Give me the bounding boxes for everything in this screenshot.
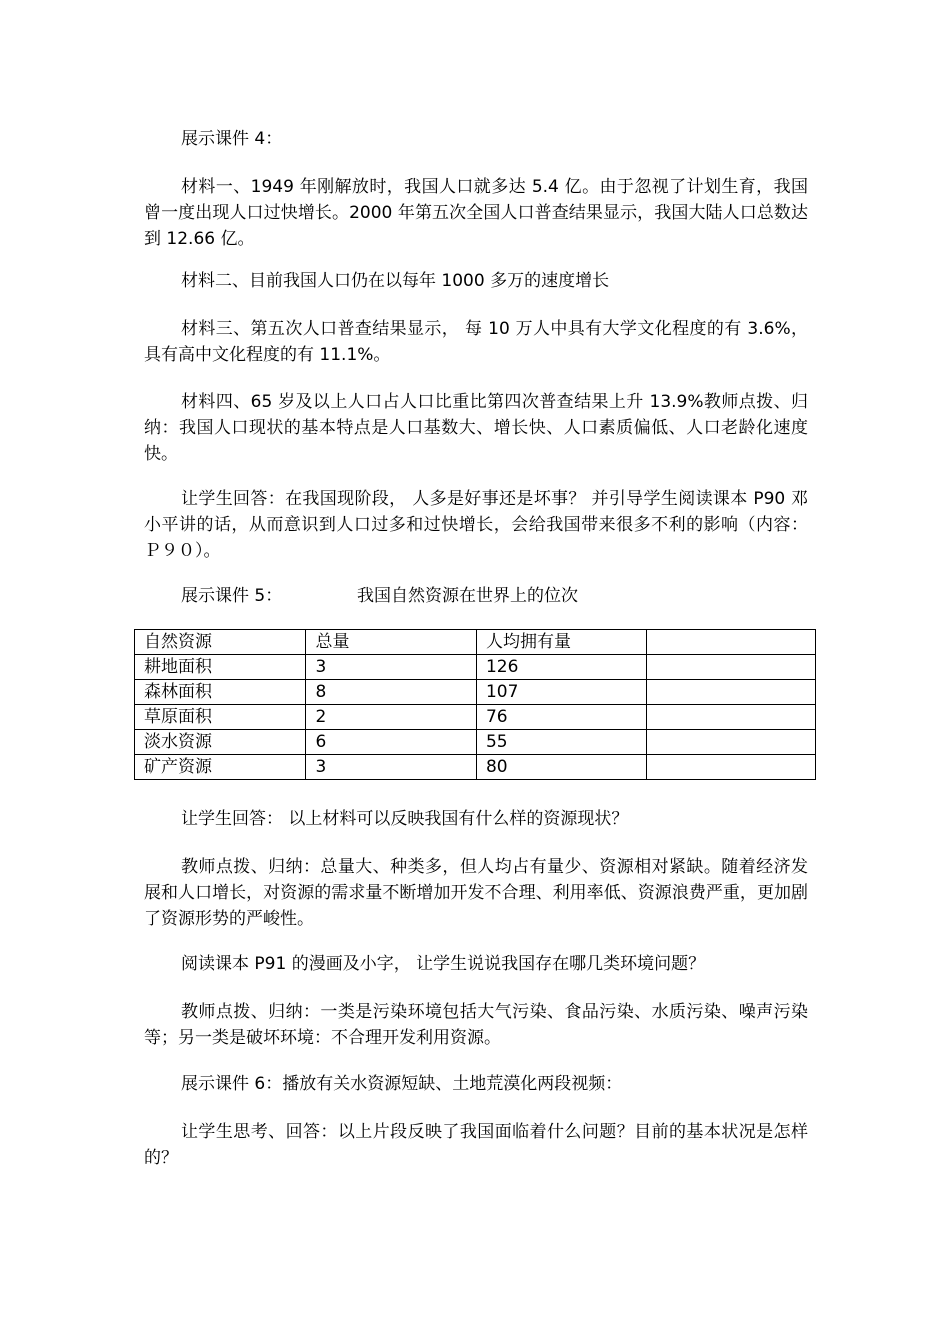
student-question-paragraph: 让学生回答：在我国现阶段， 人多是好事还是坏事？ 并引导学生阅读课本 P90 邓小平讲的话，从而意识到人口过多和过快增长，会给我国带来很多不利的影响（内容： Ｐ９０）。	[144, 489, 808, 561]
material-2-paragraph: 材料二、目前我国人口仍在以每年 1000 多万的速度增长	[181, 271, 610, 291]
material-1-paragraph: 材料一、1949 年刚解放时，我国人口就多达 5.4 亿。由于忽视了计划生育，我国曾一度出现人口过快增长。2000 年第五次全国人口普查结果显示，我国大陆人口总数达到 12.66 亿。	[144, 177, 808, 249]
table-cell	[646, 755, 815, 780]
table-cell: 55	[476, 730, 646, 755]
table-cell: 2	[306, 705, 477, 730]
table-cell: 草原面积	[135, 705, 306, 730]
table-header-cell: 自然资源	[135, 630, 306, 655]
environment-summary-paragraph: 教师点拨、归纳：一类是污染环境包括大气污染、食品污染、水质污染、噪声污染等；另一类是破坏环境：不合理开发利用资源。	[144, 1002, 808, 1048]
table-cell	[646, 705, 815, 730]
table-cell: 80	[476, 755, 646, 780]
table-cell: 淡水资源	[135, 730, 306, 755]
table-header-cell: 人均拥有量	[476, 630, 646, 655]
resource-summary-paragraph: 教师点拨、归纳：总量大、种类多，但人均占有量少、资源相对紧缺。随着经济发展和人口增长，对资源的需求量不断增加开发不合理、利用率低、资源浪费严重，更加剧了资源形势的严峻性。	[144, 857, 808, 929]
courseware-5-heading: 展示课件 5：	[181, 586, 283, 606]
table-cell	[646, 730, 815, 755]
table-caption: 我国自然资源在世界上的位次	[357, 586, 578, 606]
table-header-cell	[646, 630, 815, 655]
courseware-4-heading: 展示课件 4：	[181, 129, 283, 149]
table-cell	[646, 680, 815, 705]
resource-question-paragraph: 让学生回答： 以上材料可以反映我国有什么样的资源现状？	[181, 809, 629, 829]
table-cell: 6	[306, 730, 477, 755]
table-row	[135, 655, 816, 680]
table-row	[135, 680, 816, 705]
table-cell: 107	[476, 680, 646, 705]
resource-ranking-table	[134, 629, 816, 780]
table-cell	[646, 655, 815, 680]
material-4-paragraph: 材料四、65 岁及以上人口占人口比重比第四次普查结果上升 13.9%教师点拨、归纳：我国人口现状的基本特点是人口基数大、增长快、人口素质偏低、人口老龄化速度快。	[144, 392, 808, 464]
table-cell: 矿产资源	[135, 755, 306, 780]
table-row	[135, 705, 816, 730]
table-cell: 3	[306, 755, 477, 780]
table-cell: 3	[306, 655, 477, 680]
table-row	[135, 755, 816, 780]
table-row	[135, 730, 816, 755]
table-cell: 126	[476, 655, 646, 680]
courseware-6-paragraph: 展示课件 6：播放有关水资源短缺、土地荒漠化两段视频：	[181, 1074, 623, 1094]
table-cell: 8	[306, 680, 477, 705]
table-cell: 森林面积	[135, 680, 306, 705]
environment-question-paragraph: 阅读课本 P91 的漫画及小字， 让学生说说我国存在哪几类环境问题？	[181, 954, 706, 974]
table-cell: 耕地面积	[135, 655, 306, 680]
table-header-row	[135, 630, 816, 655]
table-cell: 76	[476, 705, 646, 730]
table-header-cell: 总量	[306, 630, 477, 655]
final-question-paragraph: 让学生思考、回答：以上片段反映了我国面临着什么问题？目前的基本状况是怎样的？	[144, 1122, 808, 1168]
material-3-paragraph: 材料三、第五次人口普查结果显示， 每 10 万人中具有大学文化程度的有 3.6%， 具有高中文化程度的有 11.1%。	[144, 319, 808, 365]
